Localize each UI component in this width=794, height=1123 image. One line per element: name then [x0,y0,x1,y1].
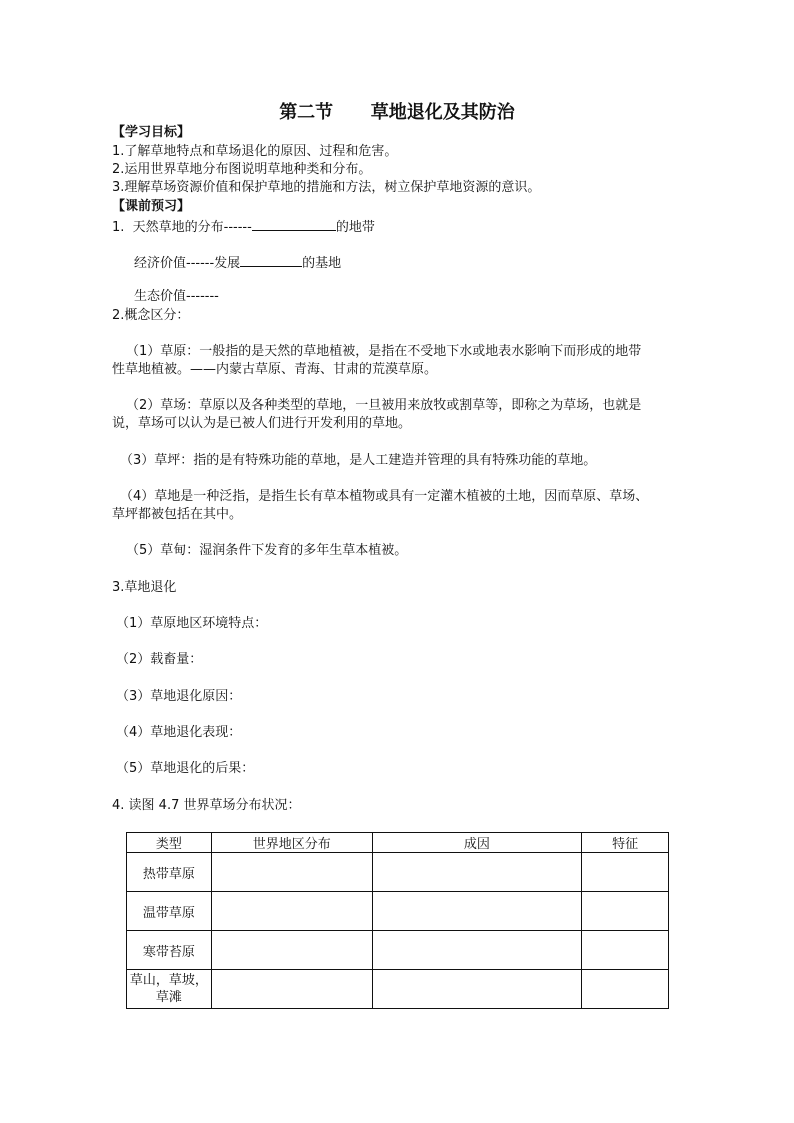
header-feature: 特征 [582,833,669,853]
row-type-label: 温带草原 [127,892,212,931]
table-row [127,931,669,970]
feature-cell[interactable] [582,970,669,1009]
concept-grassland-line-2: 性草地植被。——内蒙古草原、青海、甘肃的荒漠草原。 [112,362,438,377]
objective-item-1: 1.了解草地特点和草场退化的原因、过程和危害。 [112,144,398,159]
q1-prefix: 1. 天然草地的分布------ [112,220,252,235]
concept-general-line-1: （4）草地是一种泛指，是指生长有草本植物或具有一定灌木植被的土地，因而草原、草场、 [120,489,649,504]
q1-econ-prefix: 经济价值------发展 [134,256,241,271]
cause-cell[interactable] [372,931,582,970]
question-2-heading: 2.概念区分： [112,308,190,323]
table-row [127,892,669,931]
grassland-table [126,832,669,1009]
concept-pasture-line-1: （2）草场：草原以及各种类型的草地，一旦被用来放牧或割草等，即称之为草场，也就是 [126,398,642,413]
question-3-heading: 3.草地退化 [112,580,177,595]
row-type-label: 热带草原 [127,853,212,892]
row-type-label: 寒带苔原 [127,931,212,970]
question-1-ecological: 生态价值------- [134,289,219,304]
concept-meadow: （5）草甸：湿润条件下发育的多年生草本植被。 [126,543,408,558]
preview-heading: 【课前预习】 [112,199,191,214]
concept-general-line-2: 草坪都被包括在其中。 [112,507,243,522]
header-cause: 成因 [372,833,582,853]
header-distribution: 世界地区分布 [211,833,372,853]
table-header-row [127,833,669,853]
distribution-cell[interactable] [211,892,372,931]
concept-lawn: （3）草坪：指的是有特殊功能的草地，是人工建造并管理的具有特殊功能的草地。 [120,453,597,468]
question-1-distribution [112,216,375,237]
feature-cell[interactable] [582,853,669,892]
q1-econ-answer-blank[interactable] [240,252,302,267]
concept-pasture-line-2: 说，草场可以认为是已被人们进行开发利用的草地。 [112,416,412,431]
table-row [127,853,669,892]
cause-cell[interactable] [372,853,582,892]
objective-item-3: 3.理解草场资源价值和保护草地的措施和方法，树立保护草地资源的意识。 [112,180,541,195]
table-row [127,970,669,1009]
distribution-cell[interactable] [211,853,372,892]
cause-cell[interactable] [372,970,582,1009]
degradation-item-2: （2）载畜量： [116,652,203,667]
question-4-heading: 4. 读图 4.7 世界草场分布状况： [112,798,301,813]
cause-cell[interactable] [372,892,582,931]
feature-cell[interactable] [582,892,669,931]
degradation-item-3: （3）草地退化原因： [116,689,242,704]
distribution-cell[interactable] [211,931,372,970]
degradation-item-4: （4）草地退化表现： [116,725,242,740]
q1-answer-blank[interactable] [252,216,336,231]
feature-cell[interactable] [582,931,669,970]
degradation-item-1: （1）草原地区环境特点： [116,616,268,631]
page-title: 第二节 草地退化及其防治 [279,102,515,123]
q1-econ-suffix: 的基地 [302,256,342,271]
row-type-label: 草山，草坡，草滩 [127,970,212,1009]
degradation-item-5: （5）草地退化的后果： [116,761,255,776]
objectives-heading: 【学习目标】 [112,125,191,140]
objective-item-2: 2.运用世界草地分布图说明草地种类和分布。 [112,162,372,177]
header-type: 类型 [127,833,212,853]
concept-grassland-line-1: （1）草原：一般指的是天然的草地植被，是指在不受地下水或地表水影响下而形成的地带 [126,344,642,359]
question-1-economic [134,252,341,273]
q1-suffix: 的地带 [335,220,375,235]
distribution-cell[interactable] [211,970,372,1009]
